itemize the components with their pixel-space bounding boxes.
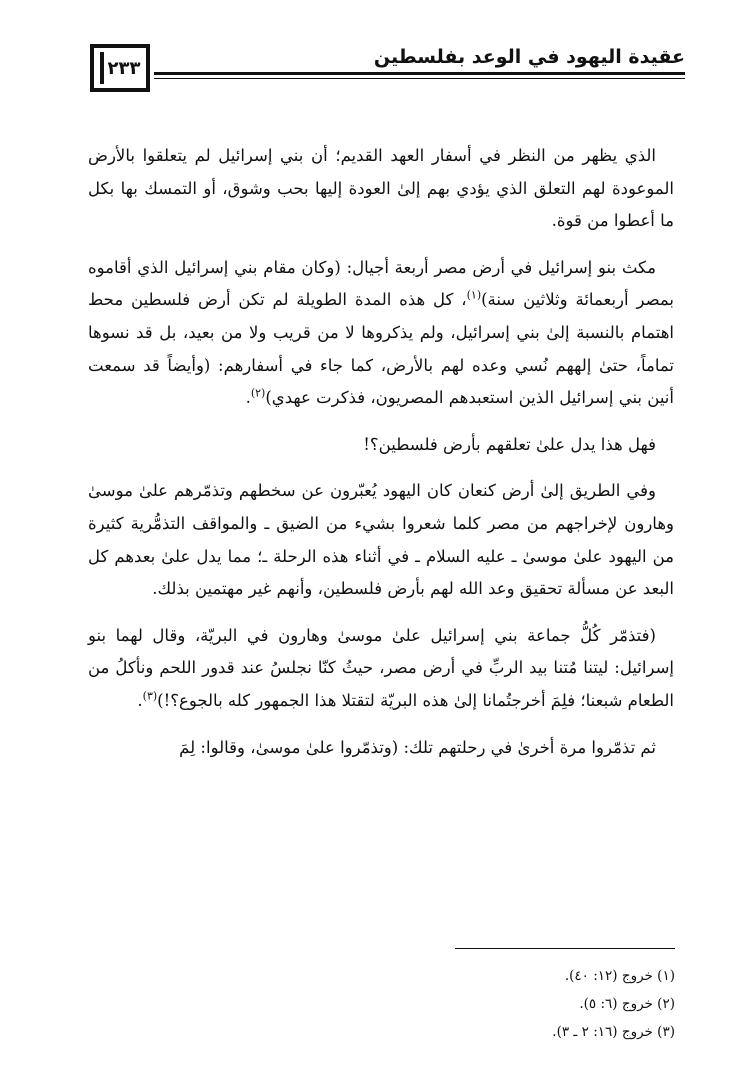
footnote-separator	[455, 948, 675, 949]
footnote-2: (٢) خروج (٦: ٥).	[579, 996, 675, 1012]
footnote-3: (٣) خروج (١٦: ٢ ـ ٣).	[552, 1024, 675, 1040]
page-number-box	[90, 44, 150, 92]
header-rule-thick	[154, 72, 685, 75]
footnote-1: (١) خروج (١٢: ٤٠).	[564, 968, 675, 984]
paragraph-2: مكث بنو إسرائيل في أرض مصر أربعة أجيال: (وكان مقام بني إسرائيل الذي أقاموه بمصر أربعمائة وثلاثين سنة)$^{(١)}$، كل هذه المدة الطويلة لم تكن أرض فلسطين محط اهتمام بالنسبة إلىٰ بني إسرائيل، ولم يذكروها لا من قريب ولا من بعيد، بل قد نسوها تماماً، حتىٰ إلههم نُسي وعده لهم بالأرض، كما جاء في أسفارهم: (وأيضاً قد سمعت أنين بني إسرائيل الذين استعبدهم المصريون، فذكرت عهدي)$^{(٢)}$.	[88, 257, 675, 408]
paragraph-3: فهل هذا يدل علىٰ تعلقهم بأرض فلسطين؟!	[363, 434, 656, 454]
paragraph-1: الذي يظهر من النظر في أسفار العهد القديم؛ أن بني إسرائيل لم يتعلقوا بالأرض الموعودة لهم التعلق الذي يؤدي بهم إلىٰ العودة إليها بحب وشوق، أو التمسك بها بكل ما أعطوا من قوة.	[88, 146, 674, 231]
paragraph-5: (فتذمّر كُلُّ جماعة بني إسرائيل علىٰ موسىٰ وهارون في البريّة، وقال لهما بنو إسرائيل: ليتنا مُتنا بيد الربِّ في أرض مصر، حيثُ كنّا نجلسُ عند قدور اللحم ونأكلُ من الطعام شبعنا؛ فلِمَ أخرجتُمانا إلىٰ هذه البريّة لتقتلا هذا الجمهور كله بالجوع؟!)$^{(٣)}$.	[88, 625, 674, 710]
paragraph-6: ثم تذمّروا مرة أخرىٰ في رحلتهم تلك: (وتذمّروا علىٰ موسىٰ، وقالوا: لِمَ	[179, 737, 656, 757]
page-body	[88, 140, 674, 764]
footnote-ref-3: (٣)	[142, 689, 158, 703]
running-title: عقيدة اليهود في الوعد بفلسطين	[373, 46, 685, 68]
footnote-ref-2: (٢)	[250, 386, 266, 400]
footnotes	[300, 962, 675, 1046]
footnote-ref-1: (١)	[466, 288, 482, 302]
page-number: ٢٣٣	[107, 57, 141, 79]
paragraph-4: وفي الطريق إلىٰ أرض كنعان كان اليهود يُعبّرون عن سخطهم وتذمّرهم علىٰ موسىٰ وهارون لإخراجهم من مصر كلما شعروا بشيء من الضيق ـ والمواقف التذمُّرية كثيرة من اليهود علىٰ موسىٰ ـ عليه السلام ـ في أثناء هذه الرحلة ـ؛ مما يدل علىٰ بعدهم كل البعد عن مسألة تحقيق وعد الله لهم بأرض فلسطين، وأنهم غير مهتمين بذلك.	[88, 481, 674, 599]
page-header	[90, 38, 685, 100]
header-rule-thin	[154, 78, 685, 79]
